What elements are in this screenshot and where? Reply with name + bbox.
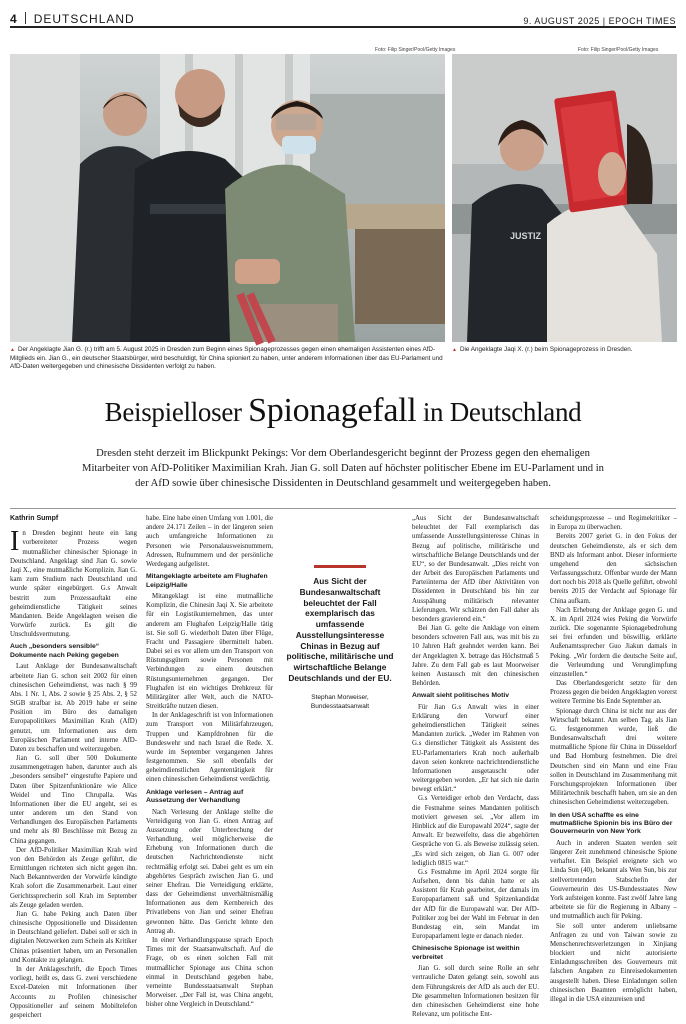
paragraph: Bei Jian G. gelte die Anklage von einem besonders schweren Fall aus, was mit bis zu 10 Jahren Haft geahndet werden kann. Bei der Angeklagten X. betrage das Höchstmaß 5 Jahre. Zu dem Fall gab es laut Moorweiser keinen Austausch mit den chinesischen Behörden. <box>412 625 539 688</box>
section-name: DEUTSCHLAND <box>33 12 135 26</box>
paragraph: G.s Verteidiger erhob den Verdacht, dass die Festnahme seines Mandanten politisch motiviert gewesen sei. „Vor allem im Hinblick auf die Europawahl 2024“, sagte der Anwalt. Er bezweifelte, dass die abgehörten Gespräche von G. als Beweise zulässig seien. „Es wird sich zeigen, ob Jian G. 007 oder lediglich 0815 war.“ <box>412 795 539 867</box>
pull-quote-text: Aus Sicht der Bundesanwaltschaft beleuchtet der Fall exemplarisch das umfassende Ausstellungsinteresse Chinas in Bezug auf politische, militärische und wirtschaftliche Belange Deutschlands und der EU. <box>286 576 394 684</box>
photo-caption-left <box>10 346 447 372</box>
subheading: Auch „besonders sensible“ Dokumente nach Peking gegeben <box>10 643 119 659</box>
drop-cap: I <box>10 526 20 558</box>
issue-date-publication: 9. AUGUST 2025 | EPOCH TIMES <box>523 16 676 26</box>
paragraph: scheidungsprozesse – und Regimekritiker – in Europa zu überwachen. <box>550 515 677 532</box>
subheading: Chinesische Spionage ist weithin verbreitet <box>412 945 520 961</box>
lead-divider <box>10 508 676 509</box>
paragraph: Jian G. soll durch seine Rolle an sehr vertrauliche Daten gelangt sein, sowohl aus dem Führungskreis der AfD als auch der EU. Die gesammelten Informationen besitzen für den chinesischen Geheimdienst eine hohe Relevanz, um politische Ent- <box>412 965 539 1019</box>
caption-text-right: Die Angeklagte Jaqi X. (r.) beim Spionageprozess in Dresden. <box>459 346 633 353</box>
caption-marker-icon: ▲ <box>452 347 457 353</box>
photo-caption-right <box>452 346 677 355</box>
page-header <box>10 6 676 28</box>
paragraph: Das Oberlandesgericht setzte für den Prozess gegen die beiden Angeklagten vorerst weitere Termine bis Ende September an. <box>550 680 677 706</box>
article-lead: Dresden steht derzeit im Blickpunkt Pekings: Vor dem Oberlandesgericht beginnt der Prozess gegen den ehemaligen Mitarbeiter von AfD-Politiker Maximilian Krah. Jian G. soll Daten auf höchster politischer Ebene im EU-Parlament und in der AfD sowie über chinesische Dissidenten in Deutschland gesammelt und weitergegeben haben. <box>82 448 604 490</box>
paragraph: In der Anklageschrift, die Epoch Times vorliegt, heißt es, dass G. zwei verschiedene Excel-Dateien mit Informationen über Accounts zu Profilen chinesischer Oppositioneller auf seinem Mobiltelefon gespeichert <box>10 966 137 1019</box>
header-divider <box>25 12 26 24</box>
paragraph: Jian G. habe Peking auch Daten über chinesische Oppositionelle und Dissidenten in Deutschland geliefert. Dabei soll er sich in digitalen Netzwerken zum Schein als Kritiker Chinas präsentiert haben, um an Personallen und Kontakte zu gelangen. <box>10 910 137 964</box>
caption-marker-icon: ▲ <box>10 347 15 353</box>
photo-credit-right: Foto: Filip Singer/Pool/Getty Images <box>578 47 659 53</box>
article-column-3 <box>412 514 539 1019</box>
paragraph: Nach Erhebung der Anklage gegen G. und X. im April 2024 wies Peking die Vorwürfe zurück. Die sogenannte Spionagebedrohung sei frei erfunden und böswillig, erklärte Außenamtssprecher Guo Jiakun damals in Peking. „Wir fordern die deutsche Seite auf, die Verleumdung und Verunglimpfung einzustellen.“ <box>550 606 677 678</box>
paragraph: Mitangeklagt ist eine mutmaßliche Komplizin, die Chinesin Jaqi X. Sie arbeitete für ein Logistikunternehmen, das unter anderem am Flughafen Leipzig/Halle tätig ist. Sie soll G. wiederholt Daten über Flüge, Fracht und Passagiere übermittelt haben. Dabei sei es vor allem um den Transport von Rüstungsgütern sowie Personen mit Verbindungen zu einem deutschen Rüstungsunternehmen gegangen. Der Flughafen ist ein wichtiges Drehkreuz für Militärgüter aller Welt, auch die NATO-Streitkräfte nutzen diesen. <box>146 593 273 711</box>
courtroom-photo-illustration <box>10 54 445 342</box>
pull-quote <box>285 565 395 711</box>
headline-part-3: in Deutschland <box>422 397 582 427</box>
publication-name: EPOCH TIMES <box>608 16 676 26</box>
page-number: 4 <box>10 12 17 26</box>
paragraph: In der Anklageschrift ist von Informationen zum Transport von Militärfahrzeugen, Truppen und Kampfdrohnen für die Bundeswehr und nach Israel die Rede. X. wurde im September vergangenen Jahres festgenommen. Sie soll ebenfalls der geheimdienstlichen Agententätigkeit für einen chinesischen Geheimdienst verdächtig. <box>146 712 273 784</box>
article-column-1 <box>10 514 137 1019</box>
article-column-2 <box>146 514 273 1014</box>
caption-text-left: Der Angeklagte Jian G. (r.) trifft am 5. August 2025 in Dresden zum Beginn eines Spionageprozesses gegen einen ehemaligen Assistenten eines AfD-Mitglieds ein. Jian G., ein deutscher Staatsbürger, wird beschuldigt, für China spioniert zu haben, unter anderem Informationen über das EU-Parlament und AfD-Daten weitergegeben und chinesische Dissidenten verfolgt zu haben. <box>10 346 443 370</box>
pull-quote-source-name: Stephan Morweiser, <box>311 693 369 701</box>
pull-quote-accent-bar <box>314 565 366 568</box>
photo-defendant-jian-g <box>10 54 445 342</box>
pull-quote-source <box>285 694 395 712</box>
headline-part-1: Beispielloser <box>104 397 242 427</box>
courtroom-photo-illustration-right <box>452 54 677 342</box>
subheading: Mitangeklagte arbeitete am Flughafen Leipzig/Halle <box>146 573 268 589</box>
subheading: Anklage verlesen – Antrag auf Aussetzung der Verhandlung <box>146 788 244 805</box>
paragraph: Spionage durch China ist nicht nur aus der Wirtschaft bekannt. Am selben Tag, als Jian G. festgenommen wurde, ließ die Bundesanwaltschaft drei weitere mutmaßliche Spione für China in Düsseldorf und Bad Homburg festnehmen. Die drei Deutschen sind ein Mann und eine Frau sollen in Deutschland im Zusammenhang mit Forschungsprojekten Informationen über Militärtechnik beschafft haben, um sie an den chinesischen Geheimdienst weiterzugeben. <box>550 707 677 807</box>
paragraph <box>10 526 137 639</box>
photo-credit-left: Foto: Filip Singer/Pool/Getty Images <box>375 47 456 53</box>
justice-vest-label: JUSTIZ <box>510 231 542 241</box>
paragraph: Jian G. soll über 500 Dokumente zusammengetragen haben, darunter auch als „besonders sensibel“ eingestufte Papiere und Daten über Spitzenfunktionäre wie Alice Weidel und Tino Chrupalla. Was Informationen über die EU angeht, sei es unter anderem um den Stand von Verhandlungen des Europäischen Parlaments und mehr als 80 Beschlüsse mit Bezug zu China gegangen. <box>10 755 137 845</box>
paragraph: Sie soll unter anderem unliebsame Anfragen zu und von Taiwan sowie zu Menschenrechtsverletzungen in Xinjiang blockiert und nicht autorisierte Einladungsschreiben des Gouverneurs mit falschen Angaben zu Einreisedokumenten ausgestellt haben. Diese Einladungen sollen chinesischen Beamten ermöglicht haben, illegal in die USA einzureisen und <box>550 922 677 1003</box>
pull-quote-source-role: Bundesstaatsanwalt <box>310 702 370 710</box>
headline-part-2: Spionagefall <box>248 392 417 429</box>
article-column-4 <box>550 514 677 1014</box>
paragraph: „Aus Sicht der Bundesanwaltschaft beleuchtet der Fall exemplarisch das umfassende Ausstellungsinteresse Chinas in Bezug auf politische, militärische und wirtschaftliche Belange Deutschlands und der EU“, so der Bundesanwalt. „Dies reicht von der Arbeit des Europäischen Parlaments und Parteiinterna der AfD über Aktivitäten von Dissidenten in Deutschland bis hin zur Ausspähung militärisch relevanter Lieferungen. Wir schätzen den Fall daher als besonders gravierend ein.“ <box>412 515 539 623</box>
article-author: Kathrin Sumpf <box>10 515 59 522</box>
paragraph-text: n Dresden beginnt heute ein lang vorbereiteter Prozess wegen mutmaßlicher chinesischer Spionage in Deutschland. Angeklagt sind Jian G. sowie Jaqi X., eine mutmaßliche Komplizin. Jian G. kam zum Studium nach Deutschland und wurde später eingebürgert. G.s Anwalt bestritt zum Prozessauftakt eine geheimdienstliche Tätigkeit seines Mandanten. Beide Angeklagten weisen die Vorwürfe zurück. Es gilt die Unschuldsvermutung. <box>10 530 137 639</box>
paragraph: Nach Verlesung der Anklage stellte die Verteidigung von Jian G. einen Antrag auf Aussetzung oder Unterbrechung der Verhandlung, weil möglicherweise die Erhebung von Informationen durch die deutschen Nachrichtendienste nicht rechtmäßig erfolgt sei. Dabei geht es um ein abgehörtes Gespräch zwischen Jian G. und seiner Ehefrau. Die Verteidigung erklärte, dass der Geheimdienst unverhältnismäßig Informationen aus dem Kernbereich des Privatlebens von Jian und seiner Ehefrau gewonnen hätte. Das Gericht lehnte den Antrag ab. <box>146 808 273 935</box>
paragraph: habe. Eine habe einen Umfang von 1.001, die andere 24.171 Zeilen – in der längeren seien auch umfangreiche Informationen zu Personen wie Personalausweisnummern, Adressen, Rufnummern und der persönliche Werdegang aufgelistet. <box>146 515 273 568</box>
photo-defendant-jaqi-x <box>452 54 677 342</box>
subheading: In den USA schaffte es eine mutmaßliche Spionin bis ins Büro der Gouverneurin von New York <box>550 811 673 836</box>
paragraph: G.s Festnahme im April 2024 sorgte für Aufsehen, denn bis dahin hatte er als Assistent für Krah gearbeitet, der damals im Europaparlament saß und Spitzenkandidat der AfD für die Europawahl war. Der AfD-Politiker zog bei der Wahl im Februar in den Bundestag ein, sein Mandat im Europaparlament legte er danach nieder. <box>412 868 539 941</box>
paragraph: Laut Anklage der Bundesanwaltschaft arbeitete Jian G. schon seit 2002 für einen chinesischen Geheimdienst, was nach § 99 Abs. 1 Nr. 1, Abs. 2 sowie § 25 Abs. 2, § 52 StGB strafbar ist. Ab 2019 habe er seine Position im Büro des damaligen Europapolitikers Maximilian Krah (AfD) genutzt, um Informationen aus dem Europäischen Parlament und interne AfD-Daten zu beschaffen und weiterzugeben. <box>10 663 137 753</box>
paragraph: Auch in anderen Staaten werden seit längerer Zeit zunehmend chinesische Spione verhaftet. Ein Beispiel ereignete sich wo Linda Sun (40), bekannt als Wen Sun, bis zur stellvertretenden Stabschefin der Gouverneurin des US-Bundesstaates New York aufsteigen konnte. Fast zwölf Jahre lang arbeitete sie für die Regierung in Albany – und mutmaßlich auch für Peking. <box>550 839 677 921</box>
paragraph: Bereits 2007 geriet G. in den Fokus der deutschen Geheimdienste, als er sich dem BND als Informant anbot. Dieser informierte umgehend den sächsischen Verfassungsschutz. Offenbar wurde der Mann dort noch bis 2018 als Quelle geführt, obwohl bereits 2015 der Verdacht auf Spionage für China aufkam. <box>550 533 677 605</box>
subheading: Anwalt sieht politisches Motiv <box>412 692 510 700</box>
paragraph: Für Jian G.s Anwalt wies in einer Erklärung den Vorwurf einer geheimdienstlichen Tätigkeit seines Mandanten zurück. „Weder im Rahmen von G.s dienstlicher Tätigkeit als Assistent des EU-Parlamentariers Krah noch außerhalb davon seien konkrete nachrichtendienstliche Informationen ausgetauscht oder weitergegeben worden. „Er hat sich nie darin bewegt erklärt.“ <box>412 703 539 794</box>
issue-date: 9. AUGUST 2025 <box>523 16 600 26</box>
article-headline <box>0 392 686 430</box>
paragraph: Der AfD-Politiker Maximilian Krah wird von den Behörden als Zeuge geführt, die Ermittlungen richteten sich nicht gegen ihn. Nach Bekanntwerden der Vorwürfe kündigte Krah sofort die Zusammenarbeit. Laut einer Gerichtssprecherin soll Krah im September als Zeuge geladen werden. <box>10 846 137 909</box>
paragraph: In einer Verhandlungspause sprach Epoch Times mit der Staatsanwaltschaft. Auf die Frage, ob es einen solchen Fall mit mutmaßlicher Spionage aus China schon einmal in Deutschland gegeben habe, verneinte Bundesstaatsanwalt Stephan Morweiser. „Der Fall ist, was China angeht, bisher ohne Vergleich in Deutschland.“ <box>146 936 273 1009</box>
